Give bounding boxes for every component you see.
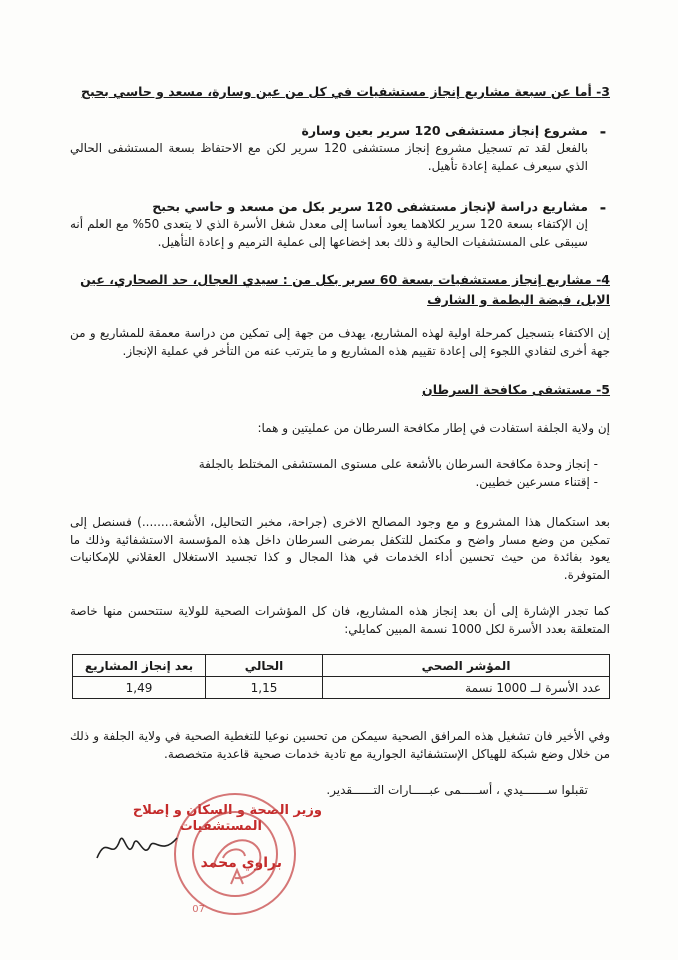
bullet-dash: - xyxy=(599,122,607,141)
table-header-cell: الحالي xyxy=(206,655,323,677)
bullet-dash: - xyxy=(599,198,607,217)
table-header-row xyxy=(73,655,610,677)
table-row xyxy=(73,677,610,699)
indicators-table xyxy=(72,654,610,699)
section-5-bullet-1: - إنجاز وحدة مكافحة السرطان بالأشعة على مستوى المستشفى المختلط بالجلفة xyxy=(198,457,598,471)
table-cell: 1,15 xyxy=(206,677,323,699)
closing-body: وفي الأخير فان تشغيل هذه المرافق الصحية سيمكن من تحسين نوعيا للتغطية الصحية في ولاية الجلفة و ذلك من خلال وضع شبكة للهياكل الإستشفائية الجوارية مع تادية خدمات صحية قاعدية متخصصة. xyxy=(70,729,610,761)
section-3-title: 3- أما عن سبعة مشاريع إنجاز مستشفيات في كل من عين وسارة، مسعد و حاسي بحبح xyxy=(81,84,610,99)
section-4-body: إن الاكتفاء بتسجيل كمرحلة اولية لهذه المشاريع، يهدف من جهة إلى تمكين من دراسة معمقة للمشاريع و من جهة أخرى لتفادي اللجوء إلى إعادة تقييم هذه المشاريع و ما يترتب عنه من التأخر في عملية الإنجاز. xyxy=(70,326,610,358)
section-3-item-2 xyxy=(70,198,610,251)
item-heading: مشاريع دراسة لإنجاز مستشفى 120 سرير بكل من مسعد و حاسي بحبح xyxy=(152,199,588,214)
official-seal-icon xyxy=(165,788,305,920)
seal-number: 07 xyxy=(192,904,205,915)
table-header-cell: بعد إنجاز المشاريع xyxy=(73,655,206,677)
indicators-intro: كما تجدر الإشارة إلى أن بعد إنجاز هذه المشاريع، فان كل المؤشرات الصحية للولاية ستتحسن منها خاصة المتعلقة بعدد الأسرة لكل 1000 نسمة المبين كمايلي: xyxy=(70,604,610,636)
section-5-bullet-2: - إقتناء مسرعين خطيين. xyxy=(475,475,598,489)
section-5-body: بعد استكمال هذا المشروع و مع وجود المصالح الاخرى (جراحة، مخبر التحاليل، الأشعة........) فسنصل إلى تمكين من وضع مسار واضح و مكتمل للتكفل بمرضى السرطان داخل هذه المؤسسة الاستشفائية وذلك ما يعود بفائدة من حيث تحسين أداء الخدمات في هذا المجال و كذا تجسيد الاستغلال العقلاني للإمكانيات المتوفرة. xyxy=(70,515,610,582)
section-5-intro: إن ولاية الجلفة استفادت في إطار مكافحة السرطان من عمليتين و هما: xyxy=(257,421,610,435)
item-body: إن الإكتفاء بسعة 120 سرير لكلاهما يعود أساسا إلى معدل شغل الأسرة الذي لا يتعدى 50% مع العلم أنه سيبقى على المستشفيات الحالية و ذلك بعد إخضاعها إلى عملية الترميم و إعادة التأهيل. xyxy=(70,217,589,249)
signature-title-line-1: وزير الصحة و السكان و إصلاح xyxy=(132,803,322,818)
item-heading: مشروع إنجاز مستشفى 120 سرير بعين وسارة xyxy=(301,123,588,138)
table-cell: 1,49 xyxy=(73,677,206,699)
table-header-cell: المؤشر الصحي xyxy=(323,655,610,677)
section-3-item-1 xyxy=(70,122,610,175)
handwritten-signature-icon xyxy=(92,828,182,868)
section-5-title: 5- مستشفى مكافحة السرطان xyxy=(422,382,610,397)
section-4-title: 4- مشاريع إنجاز مستشفيات بسعة 60 سرير بكل من : سيدي العجال، حد الصحاري، عين الابل، فيضة البطمة و الشارف xyxy=(80,272,610,307)
table-cell: عدد الأسرة لــ 1000 نسمة xyxy=(323,677,610,699)
item-body: بالفعل لقد تم تسجيل مشروع إنجاز مستشفى 120 سرير لكن مع الاحتفاظ بسعة المستشفى الحالي الذي سيعرف عملية إعادة تأهيل. xyxy=(70,141,589,173)
closing-salutation: تقبلوا ســـــــيدي ، أســـــمى عبـــــارات التــــــقدير. xyxy=(326,783,588,797)
signature-title-line-2: المستشفيات xyxy=(179,819,262,834)
signature-name: براوي محمد xyxy=(200,855,282,871)
